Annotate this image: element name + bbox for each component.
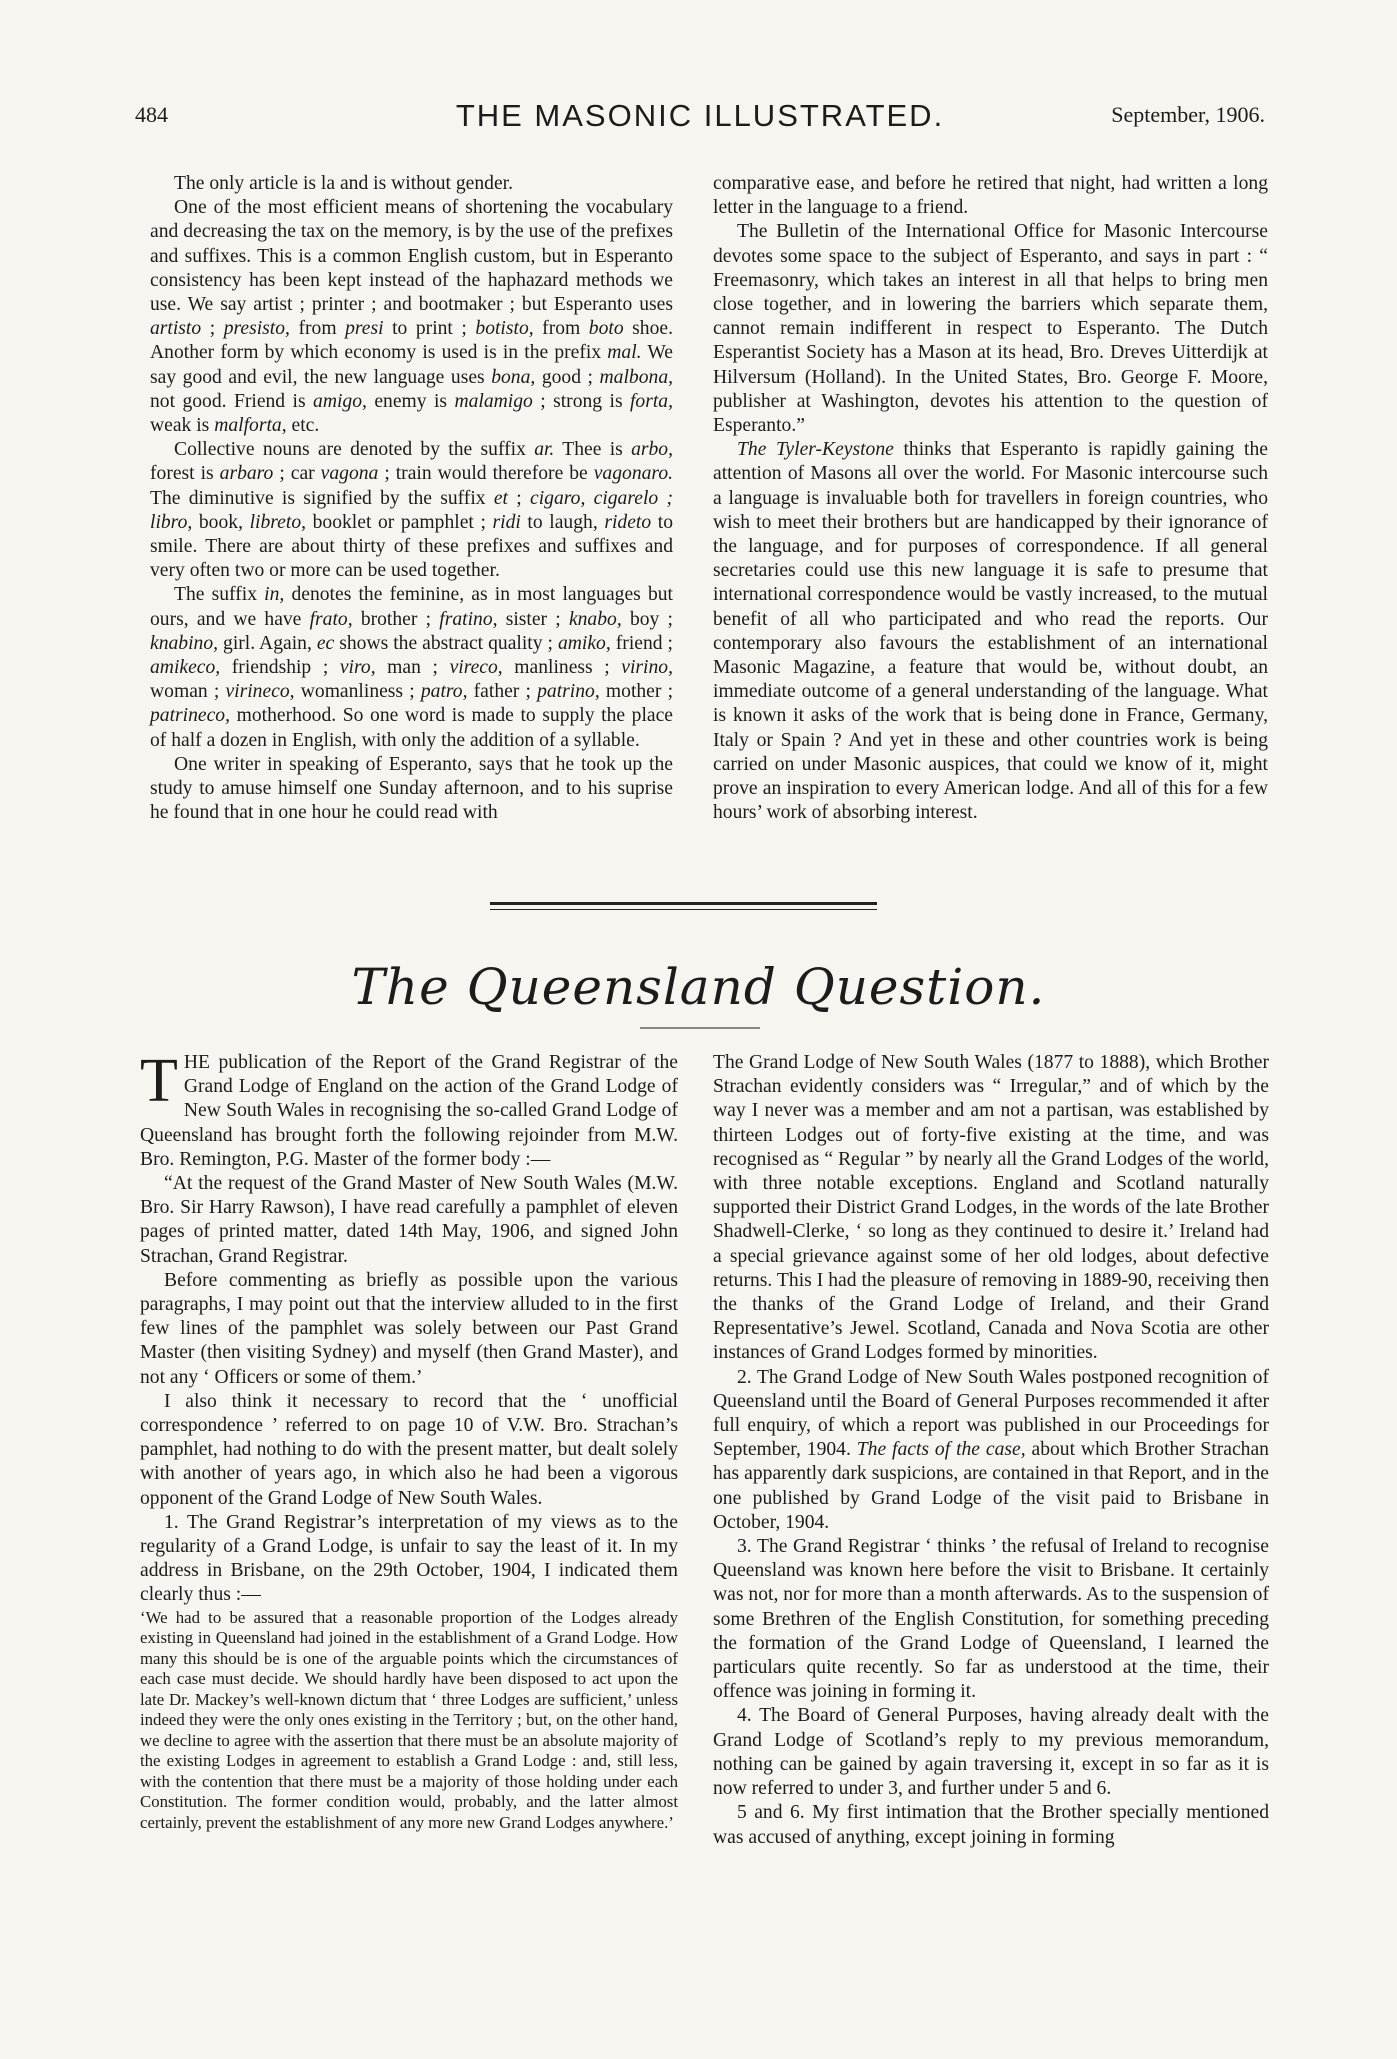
paragraph: I also think it necessary to record that the ‘ unofficial correspondence ’ referred to on page 10 of V.W. Bro. Strachan’s pamphlet, had nothing to do with the present matter, but dealt solely with another of years ago, in which also he had been a vigorous opponent of the Grand Lodge of New South Wales. xyxy=(140,1390,678,1509)
opening-paragraph: THE publication of the Report of the Grand Registrar of the Grand Lodge of England on the action of the Grand Lodge of New South Wales in recognising the so-called Grand Lodge of Queensland has brought forth the following rejoinder from M.W. Bro. Remington, P.G. Master of the former body :— xyxy=(140,1047,678,1170)
esperanto-article-right-column xyxy=(713,172,1268,825)
issue-date: September, 1906. xyxy=(1111,102,1265,127)
paragraph: 1. The Grand Registrar’s interpretation of my views as to the regularity of a Grand Lodge, is unfair to say the least of it. In my address in Brisbane, on the 29th October, 1904, I indicated them clearly thus :— xyxy=(140,1511,678,1606)
running-head xyxy=(135,98,1265,134)
publication-title: THE MASONIC ILLUSTRATED. xyxy=(455,98,945,133)
queensland-article-right-column xyxy=(713,1051,1269,1850)
section-divider-thin xyxy=(490,909,877,910)
paragraph: 2. The Grand Lodge of New South Wales postponed recognition of Queensland until the Board of General Purposes recommended it after full enquiry, of which a report was published in our Proceedings for September, 1904. The facts of the case, about which Brother Strachan has apparently dark suspicions, are contained in that Report, and in the one published by Grand Lodge of the visit paid to Brisbane in October, 1904. xyxy=(713,1366,1269,1533)
queensland-article-left-column xyxy=(140,1047,678,1833)
paragraph: The suffix in, denotes the feminine, as in most languages but ours, and we have frato, brother ; fratino, sister ; knabo, boy ; knabino, girl. Again, ec shows the abstract quality ; amiko, friend ; amikeco, friendship ; viro, man ; vireco, manliness ; virino, woman ; virineco, womanliness ; patro, father ; patrino, mother ; patrineco, motherhood. So one word is made to supply the place of half a dozen in English, with only the addition of a syllable. xyxy=(150,584,674,751)
drop-cap: T xyxy=(140,1047,178,1115)
paragraph: The Bulletin of the International Office for Masonic Intercourse devotes some space to the subject of Esperanto, and says in part : “ Freemasonry, which takes an interest in all that helps to bring men close together, and in lowering the barriers which separate them, cannot remain indifferent in respect to Esperanto. The Dutch Esperantist Society has a Mason at its head, Bro. Dreves Uitterdijk at Hilversum (Holland). In the United States, Bro. George F. Moore, publisher at Washington, devotes his attention to the question of Esperanto.” xyxy=(713,221,1268,437)
page-number: 484 xyxy=(135,102,168,127)
paragraph: 3. The Grand Registrar ‘ thinks ’ the refusal of Ireland to recognise Queensland was known here before the visit to Brisbane. It certainly was not, nor for more than a month afterwards. As to the suspension of some Brethren of the English Constitution, for something preceding the formation of the Grand Lodge of Queensland, I learned the particulars quite recently. So far as understood at the time, their offence was joining in forming it. xyxy=(713,1536,1269,1703)
paragraph: comparative ease, and before he retired that night, had written a long letter in the language to a friend. xyxy=(713,173,1268,219)
paragraph: 4. The Board of General Purposes, having already dealt with the Grand Lodge of Scotland’s reply to my previous memorandum, nothing can be gained by again traversing it, except in so far as it is now referred to under 3, and further under 5 and 6. xyxy=(713,1705,1269,1800)
paragraph: Before commenting as briefly as possible upon the various paragraphs, I may point out that the interview alluded to in the first few lines of the pamphlet was solely between our Past Grand Master (then visiting Sydney) and myself (then Grand Master), and not any ‘ Officers or some of them.’ xyxy=(140,1269,678,1388)
section-divider xyxy=(490,902,877,905)
article-heading: The Queensland Question. xyxy=(351,958,1046,1016)
paragraph: The Tyler-Keystone thinks that Esperanto is rapidly gaining the attention of Masons all over the world. For Masonic intercourse such a language is invaluable both for travellers in foreign countries, who wish to meet their brothers but are handicapped by their ignorance of the language, and for purposes of correspondence. If all general secretaries could use this new language it is safe to presume that international correspondence would be vastly increased, to the mutual benefit of all who participated and who read the reports. Our contemporary also favours the establishment of an international Masonic Magazine, a feature that would be, without doubt, an immediate outcome of a general understanding of the language. What is known it asks of the work that is being done in France, Germany, Italy or Spain ? And yet in these and other countries work is being carried on under Masonic auspices, that could we know of it, might prove an inspiration to every American lodge. And all of this for a few hours’ work of absorbing interest. xyxy=(713,439,1268,824)
esperanto-article-left-column xyxy=(150,172,673,825)
journal-title: The Tyler-Keystone xyxy=(737,439,894,461)
paragraph: One writer in speaking of Esperanto, says that he took up the study to amuse himself one Sunday afternoon, and to his suprise he found that in one hour he could read with xyxy=(150,753,673,824)
block-quote: ‘We had to be assured that a reasonable proportion of the Lodges already existing in Queensland had joined in the establishment of a Grand Lodge. How many this should be is one of the arguable points which the circumstances of each case must decide. We should hardly have been disposed to act upon the late Dr. Mackey’s well-known dictum that ‘ three Lodges are sufficient,’ unless indeed they were the only ones existing in the Territory ; but, on the other hand, we decline to agree with the assertion that there must be an absolute majority of the existing Lodges in agreement to establish a Grand Lodge : and, still less, with the contention that there must be a majority of those holding under each Constitution. The former condition would, probably, and the latter almost certainly, prevent the establishment of any more new Grand Lodges anywhere.’ xyxy=(140,1607,678,1832)
heading-ornament xyxy=(640,1027,760,1029)
paragraph: 5 and 6. My first intimation that the Brother specially mentioned was accused of anything, except joining in forming xyxy=(713,1802,1269,1848)
paragraph: The Grand Lodge of New South Wales (1877 to 1888), which Brother Strachan evidently considers was “ Irregular,” and of which by the way I never was a member and am not a partisan, was established by thirteen Lodges out of forty-five existing at the time, and was recognised as “ Regular ” by nearly all the Grand Lodges of the world, with three notable exceptions. England and Scotland naturally supported their District Grand Lodges, in the words of the late Brother Shadwell-Clerke, ‘ so long as they continued to desire it.’ Ireland had a special grievance against some of her old lodges, about defective returns. This I had the pleasure of removing in 1889-90, receiving then the thanks of the Grand Lodge of Ireland, and their Grand Representative’s Jewel. Scotland, Canada and Nova Scotia are other instances of Grand Lodges formed by minorities. xyxy=(713,1052,1269,1364)
paragraph: Collective nouns are denoted by the suffix ar. Thee is arbo, forest is arbaro ; car vagona ; train would therefore be vagonaro. The diminutive is signified by the suffix et ; cigaro, cigarelo ; libro, book, libreto, booklet or pamphlet ; ridi to laugh, rideto to smile. There are about thirty of these prefixes and suffixes and very often two or more can be used together. xyxy=(150,439,674,582)
paragraph: The only article is la and is without gender. xyxy=(174,173,513,194)
paragraph: “At the request of the Grand Master of New South Wales (M.W. Bro. Sir Harry Rawson), I have read carefully a pamphlet of eleven pages of printed matter, dated 14th May, 1906, and signed John Strachan, Grand Registrar. xyxy=(140,1173,678,1267)
paragraph: One of the most efficient means of shortening the vocabulary and decreasing the tax on the memory, is by the use of the prefixes and suffixes. This is a common English custom, but in Esperanto consistency has been kept instead of the haphazard methods we use. We say artist ; printer ; and bootmaker ; but Esperanto uses artisto ; presisto, from presi to print ; botisto, from boto shoe. Another form by which economy is used is in the prefix mal. We say good and evil, the new language uses bona, good ; malbona, not good. Friend is amigo, enemy is malamigo ; strong is forta, weak is malforta, etc. xyxy=(150,197,674,437)
